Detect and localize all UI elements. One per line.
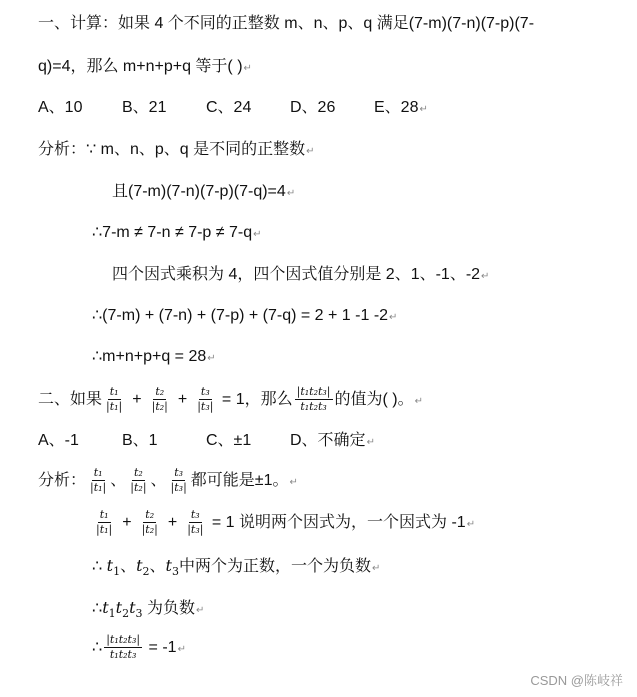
- paragraph-mark-icon: ↵: [419, 104, 428, 115]
- paragraph-mark-icon: ↵: [243, 63, 252, 74]
- paragraph-mark-icon: ↵: [177, 644, 186, 655]
- problem2-question: 二、如果 $\frac{\text{t₁}}{\text{|t₁|}}$ + $\frac{\text{t₂}}{\text{|t₂|}}$ + $\frac{\text{t₃}}{\text{|t₃|}}$ = 1，那么 $\frac{\text{|t₁t₂t₃|}}{\text{t₁t₂t₃}}$ 的值为( )。↵: [38, 385, 424, 414]
- paragraph-mark-icon: ↵: [289, 477, 298, 488]
- paragraph-mark-icon: ↵: [481, 271, 490, 282]
- option-b: B、1: [122, 432, 158, 449]
- analysis2-line2: $\frac{\text{t₁}}{\text{|t₁|}}$ + $\frac{\text{t₂}}{\text{|t₂|}}$ + $\frac{\text{t₃}}{\text{|t₃|}}$ = 1 说明两个因式为，一个因式为 -1↵: [96, 508, 476, 537]
- paragraph-mark-icon: ↵: [414, 396, 424, 407]
- paragraph-mark-icon: ↵: [372, 563, 381, 574]
- option-c: C、±1: [206, 432, 252, 449]
- paragraph-mark-icon: ↵: [253, 229, 262, 240]
- paragraph-mark-icon: ↵: [389, 312, 398, 323]
- analysis1-line4: 四个因式乘积为 4，四个因式值分别是 2、1、-1、-2↵: [112, 266, 490, 283]
- analysis2-line1: 分析： $\frac{\text{t₁}}{\text{|t₁|}}$ 、 $\frac{\text{t₂}}{\text{|t₂|}}$ 、 $\frac{\text{t₃}}{\text{|t₃|}}$ 都可能是±1。↵: [38, 466, 298, 495]
- option-d: D、不确定: [290, 432, 366, 449]
- paragraph-mark-icon: ↵: [195, 605, 205, 616]
- paragraph-mark-icon: ↵: [466, 519, 476, 530]
- analysis1-line6: ∴m+n+p+q = 28↵: [92, 348, 216, 365]
- problem1-line1: 一、计算：如果 4 个不同的正整数 m、n、p、q 满足(7-m)(7-n)(7-p)(7-: [38, 15, 535, 32]
- fraction-2: $\frac{\text{t₂}}{\text{|t₂|}}$: [151, 385, 168, 414]
- paragraph-mark-icon: ↵: [366, 437, 375, 448]
- analysis2-line5: ∴ $\frac{\text{|t₁t₂t₃|}}{\text{t₁t₂t₃}}$ = -1↵: [92, 633, 186, 662]
- paragraph-mark-icon: ↵: [306, 146, 315, 157]
- analysis1-line2: 且(7-m)(7-n)(7-p)(7-q)=4↵: [112, 183, 296, 200]
- option-b: B、21: [122, 99, 167, 116]
- option-a: A、10: [38, 99, 83, 116]
- option-a: A、-1: [38, 432, 79, 449]
- problem1-options: [38, 98, 428, 120]
- analysis1-line5: ∴(7-m) + (7-n) + (7-p) + (7-q) = 2 + 1 -1 -2↵: [92, 307, 398, 324]
- watermark: CSDN @陈岐祥: [530, 673, 623, 688]
- analysis1-line3: ∴7-m ≠ 7-n ≠ 7-p ≠ 7-q↵: [92, 224, 262, 241]
- option-e: E、28: [374, 99, 419, 116]
- paragraph-mark-icon: ↵: [207, 353, 216, 364]
- fraction-3: $\frac{\text{t₃}}{\text{|t₃|}}$: [197, 385, 214, 414]
- analysis1-line1: 分析：∵ m、n、p、q 是不同的正整数↵: [38, 141, 315, 158]
- fraction-1: $\frac{\text{t₁}}{\text{|t₁|}}$: [106, 385, 123, 414]
- target-fraction: $\frac{\text{|t₁t₂t₃|}}{\text{t₁t₂t₃}}$: [296, 385, 331, 414]
- option-d: D、26: [290, 99, 336, 116]
- problem2-options: [38, 431, 375, 453]
- analysis2-line4: $\therefore t_1t_2t_3$ 为负数↵: [92, 598, 205, 621]
- problem1-line2: q)=4，那么 m+n+p+q 等于( )↵: [38, 58, 252, 75]
- analysis2-line3: ∴ $t_1$、$t_2$、$t_3$中两个为正数，一个为负数↵: [92, 556, 381, 579]
- option-c: C、24: [206, 99, 252, 116]
- paragraph-mark-icon: ↵: [286, 188, 296, 199]
